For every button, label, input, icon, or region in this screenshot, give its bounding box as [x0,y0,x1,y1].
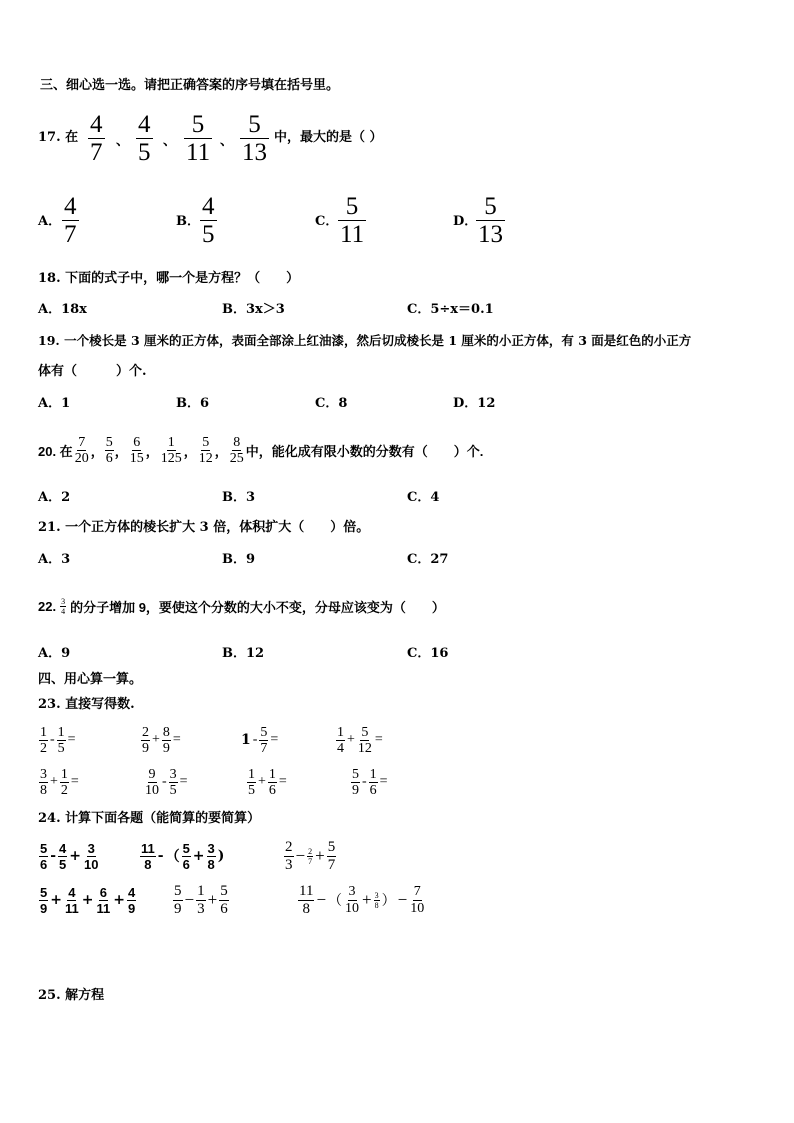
q19-stem-line2: 体有（ ）个. [38,364,147,379]
q23-expression-6: 9 10 - $\frac{3}{5}$ = [145,766,188,798]
q17-separator: 、 [116,134,130,149]
q20-comma: ， [90,443,104,459]
q17-option-b-label: B． [176,214,200,229]
q20-prefix: 20. 在 [38,443,73,459]
q18-option-c[interactable]: C．5÷x＝0.1 [407,302,494,317]
q20-fraction: 5 12 [198,434,213,466]
q17-prefix: 17. 在 [38,130,79,145]
q17-suffix: 中，最大的是（ ） [274,130,383,145]
q20-fraction: 1 125 [160,434,182,466]
q20-suffix: 中，能化成有限小数的分数有（ ）个. [245,443,484,459]
q21-option-c[interactable]: C．27 [407,552,449,567]
q18-stem: 18. 下面的式子中，哪一个是方程？（ ） [38,271,300,286]
q24-title: 24. 计算下面各题（能简算的要简算） [38,811,261,826]
q20-comma: ， [145,443,159,459]
q19-option-d[interactable]: D．12 [453,396,496,411]
q23-expression-7: 1 5 + $\frac{1}{6}$ = [248,766,287,798]
q23-expression-2: 2 9 + $\frac{8}{9}$ = [142,724,181,756]
q18-option-a[interactable]: A．18x [38,302,87,317]
q22-option-b[interactable]: B．12 [222,646,265,661]
q24-expression-5: 5 9 − $\frac{1}{3}$ + $\frac{5}{6}$ [174,882,228,917]
q20-fraction: 5 6 [105,434,113,466]
q24-expression-1: 5 6 - 4 5 + $\frac{3}{10}$ [40,840,99,872]
q17-option-c-fraction[interactable]: 5 11 [340,193,365,248]
q17-option-d-fraction[interactable]: 5 13 [478,193,503,248]
q20-fraction: 6 15 [129,434,144,466]
q19-option-b[interactable]: B．6 [176,396,210,411]
q17-separator: 、 [163,134,177,149]
q18-option-b[interactable]: B．3x＞3 [222,302,285,317]
section-4-title: 四、用心算一算。 [38,672,143,687]
q17-fraction: 4 5 [138,111,151,166]
q23-expression-4: 1 4 + $\frac{5}{12}$ = [337,724,383,756]
q21-option-b[interactable]: B．9 [222,552,256,567]
q20-comma: ， [214,443,228,459]
q17-option-a-label: A． [38,214,62,229]
q17-option-a-fraction[interactable]: 4 7 [64,193,77,248]
q25-title: 25. 解方程 [38,988,105,1003]
q20-comma: ， [183,443,197,459]
q20-fraction: 7 20 [74,434,89,466]
q22-fraction: 3 4 [61,596,66,616]
q24-expression-6: 11 8 − （ 3 10 + $\frac{3}{8}$ ） − $\frac{7}{10}$ [299,882,425,917]
q17-option-d-label: D． [453,214,478,229]
q20-option-c[interactable]: C．4 [407,490,440,505]
q20-fraction: 8 25 [229,434,244,466]
q17-fraction: 5 13 [242,111,267,166]
q22-suffix: 的分子增加 9，要使这个分数的大小不变，分母应该变为（ ） [70,599,445,615]
q22-stem [38,594,445,618]
q24-expression-4: 5 9 + $\frac{4}{11}$ + $\frac{6}{11}$ + $\frac{4}{9}$ [40,884,136,916]
q20-option-b[interactable]: B．3 [222,490,256,505]
q22-prefix: 22. [38,598,57,614]
q19-option-c[interactable]: C．8 [315,396,348,411]
q20-option-a[interactable]: A．2 [38,490,71,505]
q23-expression-3: 1 - $\frac{5}{7}$ = [241,724,279,756]
q23-expression-8: 5 9 - $\frac{1}{6}$ = [352,766,388,798]
q17-option-c-label: C． [315,214,339,229]
q21-option-a[interactable]: A．3 [38,552,71,567]
q19-option-a[interactable]: A．1 [38,396,71,411]
q23-expression-5: 3 8 + $\frac{1}{2}$ = [40,766,79,798]
q20-comma: ， [114,443,128,459]
q17-option-b-fraction[interactable]: 4 5 [202,193,215,248]
q23-title: 23. 直接写得数. [38,697,135,712]
q19-stem-line1: 19. 一个棱长是 3 厘米的正方体，表面全部涂上红油漆，然后切成棱长是 1 厘米的小正方体，有 3 面是红色的小正方 [38,333,692,348]
q21-stem: 21. 一个正方体的棱长扩大 3 倍，体积扩大（ ）倍。 [38,520,370,535]
q20-stem [38,430,483,470]
section-3-title: 三、细心选一选。请把正确答案的序号填在括号里。 [40,78,340,93]
q22-option-a[interactable]: A．9 [38,646,71,661]
q24-expression-2: 11 8 - （ 5 6 + $\frac{3}{8}$ ) [141,840,225,872]
q17-fraction: 5 11 [186,111,211,166]
q24-expression-3: 2 3 − $\frac{2}{7}$ + $\frac{5}{7}$ [285,838,336,873]
q22-option-c[interactable]: C．16 [407,646,449,661]
q23-expression-1: 1 2 - $\frac{1}{5}$ = [40,724,76,756]
q17-separator: 、 [220,134,234,149]
q17-fraction: 4 7 [90,111,103,166]
